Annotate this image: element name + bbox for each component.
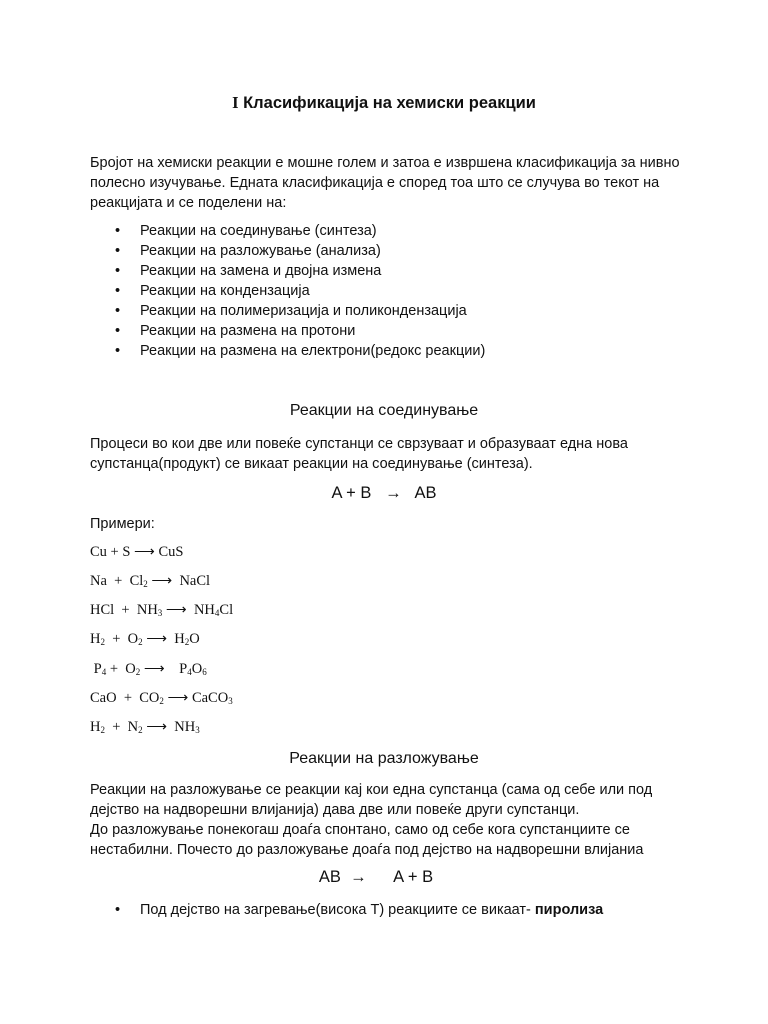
bullet: •	[115, 323, 121, 339]
formula-text: ⟶ NH	[142, 719, 196, 735]
formula-text: P	[90, 661, 102, 677]
synthesis-equation: A + B → AB	[331, 484, 437, 502]
subscript: 2	[143, 579, 148, 589]
formula-text: + O	[104, 631, 139, 647]
list-item	[112, 281, 672, 301]
section-heading-synthesis: Реакции на соединување	[289, 402, 479, 419]
formula-text: HCl + NH	[90, 602, 158, 618]
subscript: 6	[202, 667, 207, 677]
list-item	[112, 321, 672, 341]
decomposition-paragraph-1: Реакции на разложување се реакции кај кои една супстанца (сама од себе или под дејство на надворешни влијанија) дава две или повеќе други супстанци.	[90, 782, 653, 818]
subscript: 4	[101, 667, 107, 677]
synthesis-paragraph: Процеси во кои две или повеќе супстанци се сврзуваат и образуваат една нова супстанца(продукт) се викаат реакции на соединување (синтеза).	[90, 436, 628, 472]
reaction-equation	[90, 602, 233, 619]
subscript: 2	[184, 637, 190, 647]
formula-text: O	[189, 631, 200, 647]
list-item	[112, 221, 672, 241]
reaction-equation	[90, 661, 207, 678]
formula-text: ⟶ NaCl	[147, 573, 211, 589]
classification-list	[112, 221, 672, 361]
list-item-text: Реакции на разложување (анализа)	[140, 243, 381, 259]
reaction-equation	[90, 690, 233, 707]
subscript: 4	[214, 608, 220, 618]
decomposition-paragraph-2: До разложување понекогаш доаѓа спонтано, само од себе кога супстанциите се нестабилни. Почесто до разложување доаѓа под дејство на надворешни влијаниа	[90, 822, 644, 858]
list-item-text: Реакции на замена и двојна измена	[140, 263, 382, 279]
formula-text: + N	[104, 719, 139, 735]
list-item	[112, 341, 672, 361]
title-text: Класификација на хемиски реакции	[243, 94, 536, 112]
formula-text: CaO + CO	[90, 690, 160, 706]
page-title	[0, 93, 768, 113]
subscript: 4	[187, 667, 192, 677]
section-heading-decomposition: Реакции на разложување	[289, 750, 479, 767]
reaction-equation	[90, 631, 200, 648]
subscript: 2	[138, 637, 143, 647]
reaction-equation	[90, 719, 200, 736]
list-item	[112, 301, 672, 321]
list-item-text: Реакции на размена на електрони(редокс реакции)	[140, 343, 486, 359]
list-item-text: Реакции на размена на протони	[140, 323, 356, 339]
subscript: 3	[195, 725, 200, 735]
reaction-equation	[90, 544, 183, 561]
formula-text: H	[90, 719, 101, 735]
subscript: 2	[100, 725, 105, 735]
subscript: 2	[159, 696, 164, 706]
bullet: •	[115, 343, 121, 359]
list-item	[112, 900, 672, 920]
list-item-text: Реакции на полимеризација и поликондензација	[140, 303, 467, 319]
formula-text: ⟶ NH	[162, 602, 215, 618]
subscript: 2	[100, 637, 105, 647]
formula-text: ⟶ P	[140, 661, 188, 677]
list-item-text: Под дејство на загревање(висока Т) реакциите се викаат-	[140, 902, 535, 918]
formula-text: Cl	[219, 602, 234, 618]
bullet: •	[115, 263, 121, 279]
bullet: •	[115, 243, 121, 259]
pyrolysis-term: пиролиза	[534, 902, 604, 918]
title-roman-numeral: I	[232, 93, 239, 112]
formula-text: Cu + S ⟶ CuS	[90, 544, 184, 560]
subscript: 3	[157, 608, 163, 618]
formula-text: ⟶ H	[142, 631, 185, 647]
bullet: •	[115, 283, 121, 299]
subscript: 2	[138, 725, 143, 735]
formula-text: O	[191, 661, 203, 677]
list-item-text: Реакции на кондензација	[140, 283, 310, 299]
bullet: •	[115, 902, 121, 918]
formula-text: ⟶ CaCO	[163, 690, 229, 706]
intro-paragraph: Бројот на хемиски реакции е мошне голем и затоа е извршена класификација за нивно полесно изучување. Едната класификација е според тоа што се случува во текот на реакцијата и се поделени на:	[90, 155, 680, 211]
list-item-text: Реакции на соединување (синтеза)	[140, 223, 377, 239]
subscript: 3	[228, 696, 233, 706]
formula-text: + O	[106, 661, 136, 677]
formula-text: H	[90, 631, 101, 647]
list-item	[112, 261, 672, 281]
bullet: •	[115, 303, 121, 319]
subscript: 2	[135, 667, 141, 677]
decomposition-list	[112, 900, 672, 920]
bullet: •	[115, 223, 121, 239]
list-item	[112, 241, 672, 261]
examples-label: Примери:	[90, 516, 155, 532]
formula-text: Na + Cl	[90, 573, 144, 589]
decomposition-equation: AB → A + B	[318, 868, 434, 886]
reaction-equation	[90, 573, 210, 590]
